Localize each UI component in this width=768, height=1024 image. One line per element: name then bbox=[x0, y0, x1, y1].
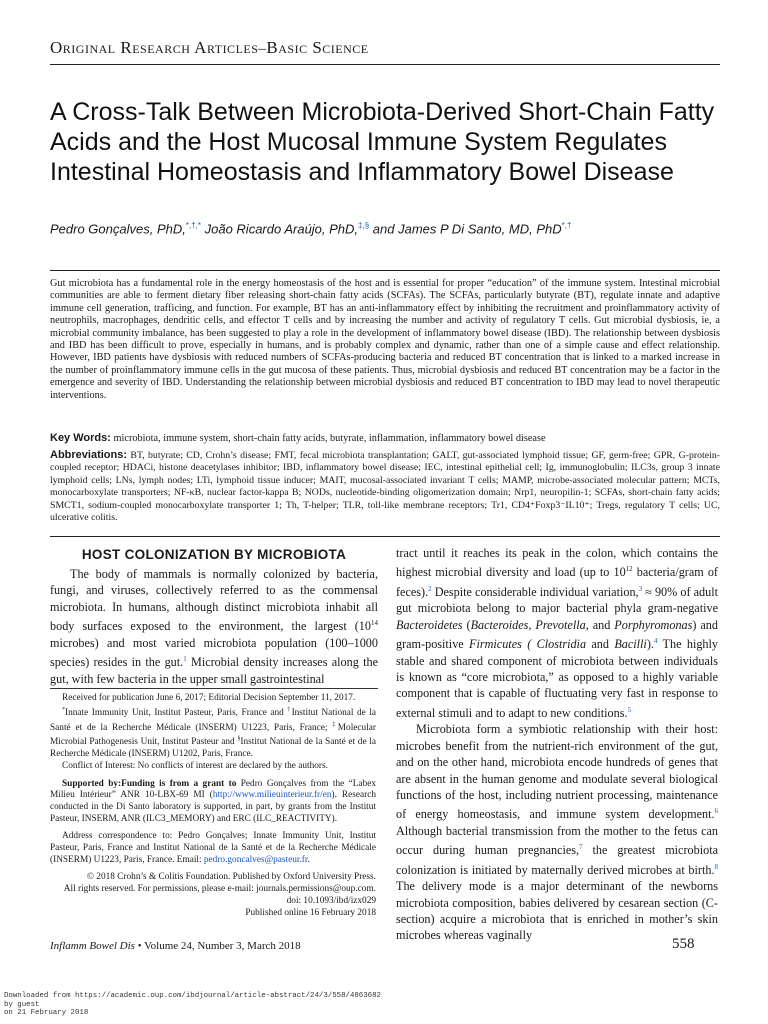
correspondence-note: Address correspondence to: Pedro Gonçalves; Innate Immunity Unit, Institut Pasteur, Paris, France and Institut National de la Santé et de la Recherche Médicale (INSERM) U1223, Paris, France. Email: pedro.goncalves@pasteur.fr. bbox=[50, 831, 376, 865]
permissions-note: All rights reserved. For permissions, please e-mail: journals.permissions@oup.com. bbox=[63, 884, 376, 895]
body-paragraph: tract until it reaches its peak in the colon, which contains the highest microbial diversity and load (up to $10^{12}$ bacteria/gram of feces).$^2$ Despite considerable individual variation,$^3$ ≈ 90% of adult gut microbiota belong to major bacterial phyla gram-negative Bacteroidetes (Bacteroides, Prevotella, and Porphyromonas) and gram-positive Firmicutes ( Clostridia and Bacilli).$^4$ The highly stable and shared component of microbiota between individuals is known as “core microbiota,” as opposed to a highly variable component that is capable of fluctuating very fast in response to external stimuli and to adapt to new conditions.$^5$ bbox=[396, 546, 718, 720]
journal-volume: Volume 24, Number 3, March 2018 bbox=[144, 940, 301, 952]
keywords-label: Key Words: bbox=[50, 432, 111, 444]
page-number: 558 bbox=[672, 936, 695, 952]
abbreviations bbox=[50, 449, 720, 524]
abbreviations-text: BT, butyrate; CD, Crohn’s disease; FMT, fecal microbiota transplantation; GALT, gut-associated lymphoid tissue; GF, germ-free; GPR, G-protein-coupled receptor; HDACi, histone deacetylases inhibitor; IBD, inflammatory bowel disease; IEC, intestinal epithelial cell; Ig, immunoglobulin; ILC3s, group 3 innate lymphoid cells; LNs, lymph nodes; LTi, lymphoid tissue inducer; MAIT, mucosal-associated invariant T cells; MAMP, microbe-associated molecular pattern; MCTs, monocarboxylate transporters; NF-κB, nuclear factor-kappa B; NODs, nucleotide-binding oligomerization domain; Nrp1, neuropilin-1; SCFAs, short-chain fatty acids; SMCT1, sodium-coupled monocarboxylate transporter 1; Th, T-helper; TLR, toll-like membrane receptors; Tr1, CD4⁺Foxp3⁻IL10⁺; Tregs, regulatory T cells; UC, ulcerative colitis. bbox=[50, 450, 720, 524]
body-paragraph: Microbiota form a symbiotic relationship with their host: microbes benefit from the nutrient-rich environment of the gut, and on the other hand, microbiota encode hundreds of genes that are absent in the human genome and modulate several biological functions of the host, including nutrient processing, maintenance of energy homeostasis, and immune system development.$^6$ Although bacterial transmission from the mother to the fetus can occur during human pregnancies,$^7$ the greatest microbiota colonization is initiated by maternally derived microbes at birth.$^8$ The delivery mode is a major determinant of the newborns microbiota composition, babies delivered by cesarean section (C-section) acquire a microbiota that is enriched in mother’s skin microbes whereas vaginally bbox=[396, 722, 718, 943]
body-left-column bbox=[50, 547, 378, 687]
article-title: A Cross-Talk Between Microbiota-Derived Short-Chain Fatty Acids and the Host Mucosal Immune System Regulates Intestinal Homeostasis and Inflammatory Bowel Disease bbox=[50, 98, 715, 186]
author-affiliation-mark[interactable]: ‡,§ bbox=[358, 221, 370, 230]
journal-section-header bbox=[50, 38, 720, 58]
author-name: João Ricardo Araújo, PhD, bbox=[204, 221, 359, 237]
abstract-divider bbox=[50, 270, 720, 271]
citation-link[interactable]: 8 bbox=[714, 862, 718, 871]
section-label-part1: Original Research Articles bbox=[50, 38, 259, 57]
correspondence-email-link[interactable]: pedro.goncalves@pasteur.fr bbox=[203, 854, 308, 865]
author-name: and James P Di Santo, MD, PhD bbox=[372, 221, 562, 237]
footnote-divider bbox=[50, 688, 378, 689]
section-label-dash: – bbox=[258, 41, 267, 57]
section-label-part2: Basic Science bbox=[266, 38, 369, 57]
funding-link[interactable]: http://www.milieuinterieur.fr/en bbox=[212, 790, 332, 801]
author-name: Pedro Gonçalves, PhD, bbox=[50, 221, 186, 237]
citation-link[interactable]: 6 bbox=[714, 807, 718, 816]
funding-note: Supported by:Funding is from a grant to Pedro Gonçalves from the “Labex Milieu Intérieur” ANR 10-LBX-69 MI (http://www.milieuinterieur.fr/en). Research conducted in the Di Santo laboratory is supported, in part, by grants from the Institut Pasteur, INSERM, ANR (ILC3_MEMORY) and ERC (ILC_REACTIVITY). bbox=[50, 778, 376, 824]
footnotes bbox=[50, 693, 376, 919]
citation-link[interactable]: 3 bbox=[638, 584, 643, 593]
citation-link[interactable]: 5 bbox=[627, 705, 632, 714]
journal-citation-footer: Inflamm Bowel Dis • Volume 24, Number 3, March 2018 bbox=[50, 940, 301, 952]
affiliations-note: *Innate Immunity Unit, Institut Pasteur, Paris, France and †Institut National de la Santé et de la Recherche Médicale (INSERM) U1223, Paris, France; ‡Molecular Microbial Pathogenesis Unit, Institut Pasteur and §Institut National de la Santé et de la Recherche Médicale (INSERM) U1202, Paris, France. bbox=[50, 706, 377, 760]
download-watermark: Downloaded from https://academic.oup.com/ibdjournal/article-abstract/24/3/558/4863682 by guest on 21 February 2018 bbox=[4, 992, 381, 1018]
conflict-note: Conflict of Interest: No conflicts of interest are declared by the authors. bbox=[62, 760, 328, 771]
citation-link[interactable]: 1 bbox=[183, 655, 187, 664]
citation-link[interactable]: 2 bbox=[428, 584, 432, 593]
section-heading: HOST COLONIZATION BY MICROBIOTA bbox=[81, 547, 347, 562]
abbreviations-label: Abbreviations: bbox=[50, 449, 128, 461]
abbreviations-divider bbox=[50, 536, 720, 537]
author-affiliation-mark[interactable]: *,† bbox=[561, 221, 572, 230]
citation-link[interactable]: 7 bbox=[579, 843, 583, 852]
abstract-text: Gut microbiota has a fundamental role in the energy homeostasis of the host and is essential for proper “education” of the immune system. Intestinal microbial communities are able to ferment dietary fiber releasing short-chain fatty acids (SCFAs). The SCFAs, particularly butyrate (BT), regulate innate and adaptive immune cell generation, trafficing, and function. For example, BT has an anti-inflammatory effect by inhibiting the recruitment and proinflammatory activity of neutrophils, macrophages, dendritic cells, and effector T cells and by increasing the number and activity of regulatory T cells. Gut microbial dysbiosis, ie, a microbial community imbalance, has been suggested to play a role in the development of inflammatory bowel disease (IBD). The relationship between dysbiosis and IBD has been difficult to prove, especially in humans, and is probably complex and dynamic, rather than one of a simple cause and effect relationship. However, IBD patients have dysbiosis with reduced numbers of SCFAs-producing bacteria and reduced BT concentration that is linked to a marked increase in the number of proinflammatory immune cells in the gut mucosa of these patients. Thus, microbial dysbiosis and reduced BT concentration may be a factor in the emergence and severity of IBD. Understanding the relationship between microbial dysbiosis and reduced BT concentration to IBD may lead to novel therapeutic interventions. bbox=[50, 278, 720, 401]
body-paragraph: The body of mammals is normally colonized by bacteria, fungi, and viruses, collectively referred to as the commensal microbiota. In humans, although distinct microbiota inhabit all body surfaces exposed to the environment, the largest ($10^{14}$ microbes) and most varied microbiota population (100–1000 species) resides in the gut.$^1$ Microbial density increases along the gut, with few bacteria in the upper small gastrointestinal bbox=[50, 567, 378, 686]
keywords bbox=[50, 432, 720, 445]
header-divider bbox=[50, 64, 720, 65]
body-right-column bbox=[396, 545, 718, 944]
author-affiliation-mark[interactable]: *,†,* bbox=[185, 221, 201, 230]
journal-name: Inflamm Bowel Dis bbox=[50, 940, 135, 952]
keywords-text: microbiota, immune system, short-chain fatty acids, butyrate, inflammation, inflammatory bowel disease bbox=[113, 433, 546, 444]
copyright-note: © 2018 Crohn’s & Colitis Foundation. Published by Oxford University Press. bbox=[86, 872, 376, 883]
published-note: Published online 16 February 2018 bbox=[245, 907, 376, 918]
received-note: Received for publication June 6, 2017; Editorial Decision September 11, 2017. bbox=[62, 693, 356, 703]
doi-note: doi: 10.1093/ibd/izx029 bbox=[286, 895, 376, 906]
citation-link[interactable]: 4 bbox=[653, 637, 658, 646]
author-list bbox=[50, 221, 730, 236]
